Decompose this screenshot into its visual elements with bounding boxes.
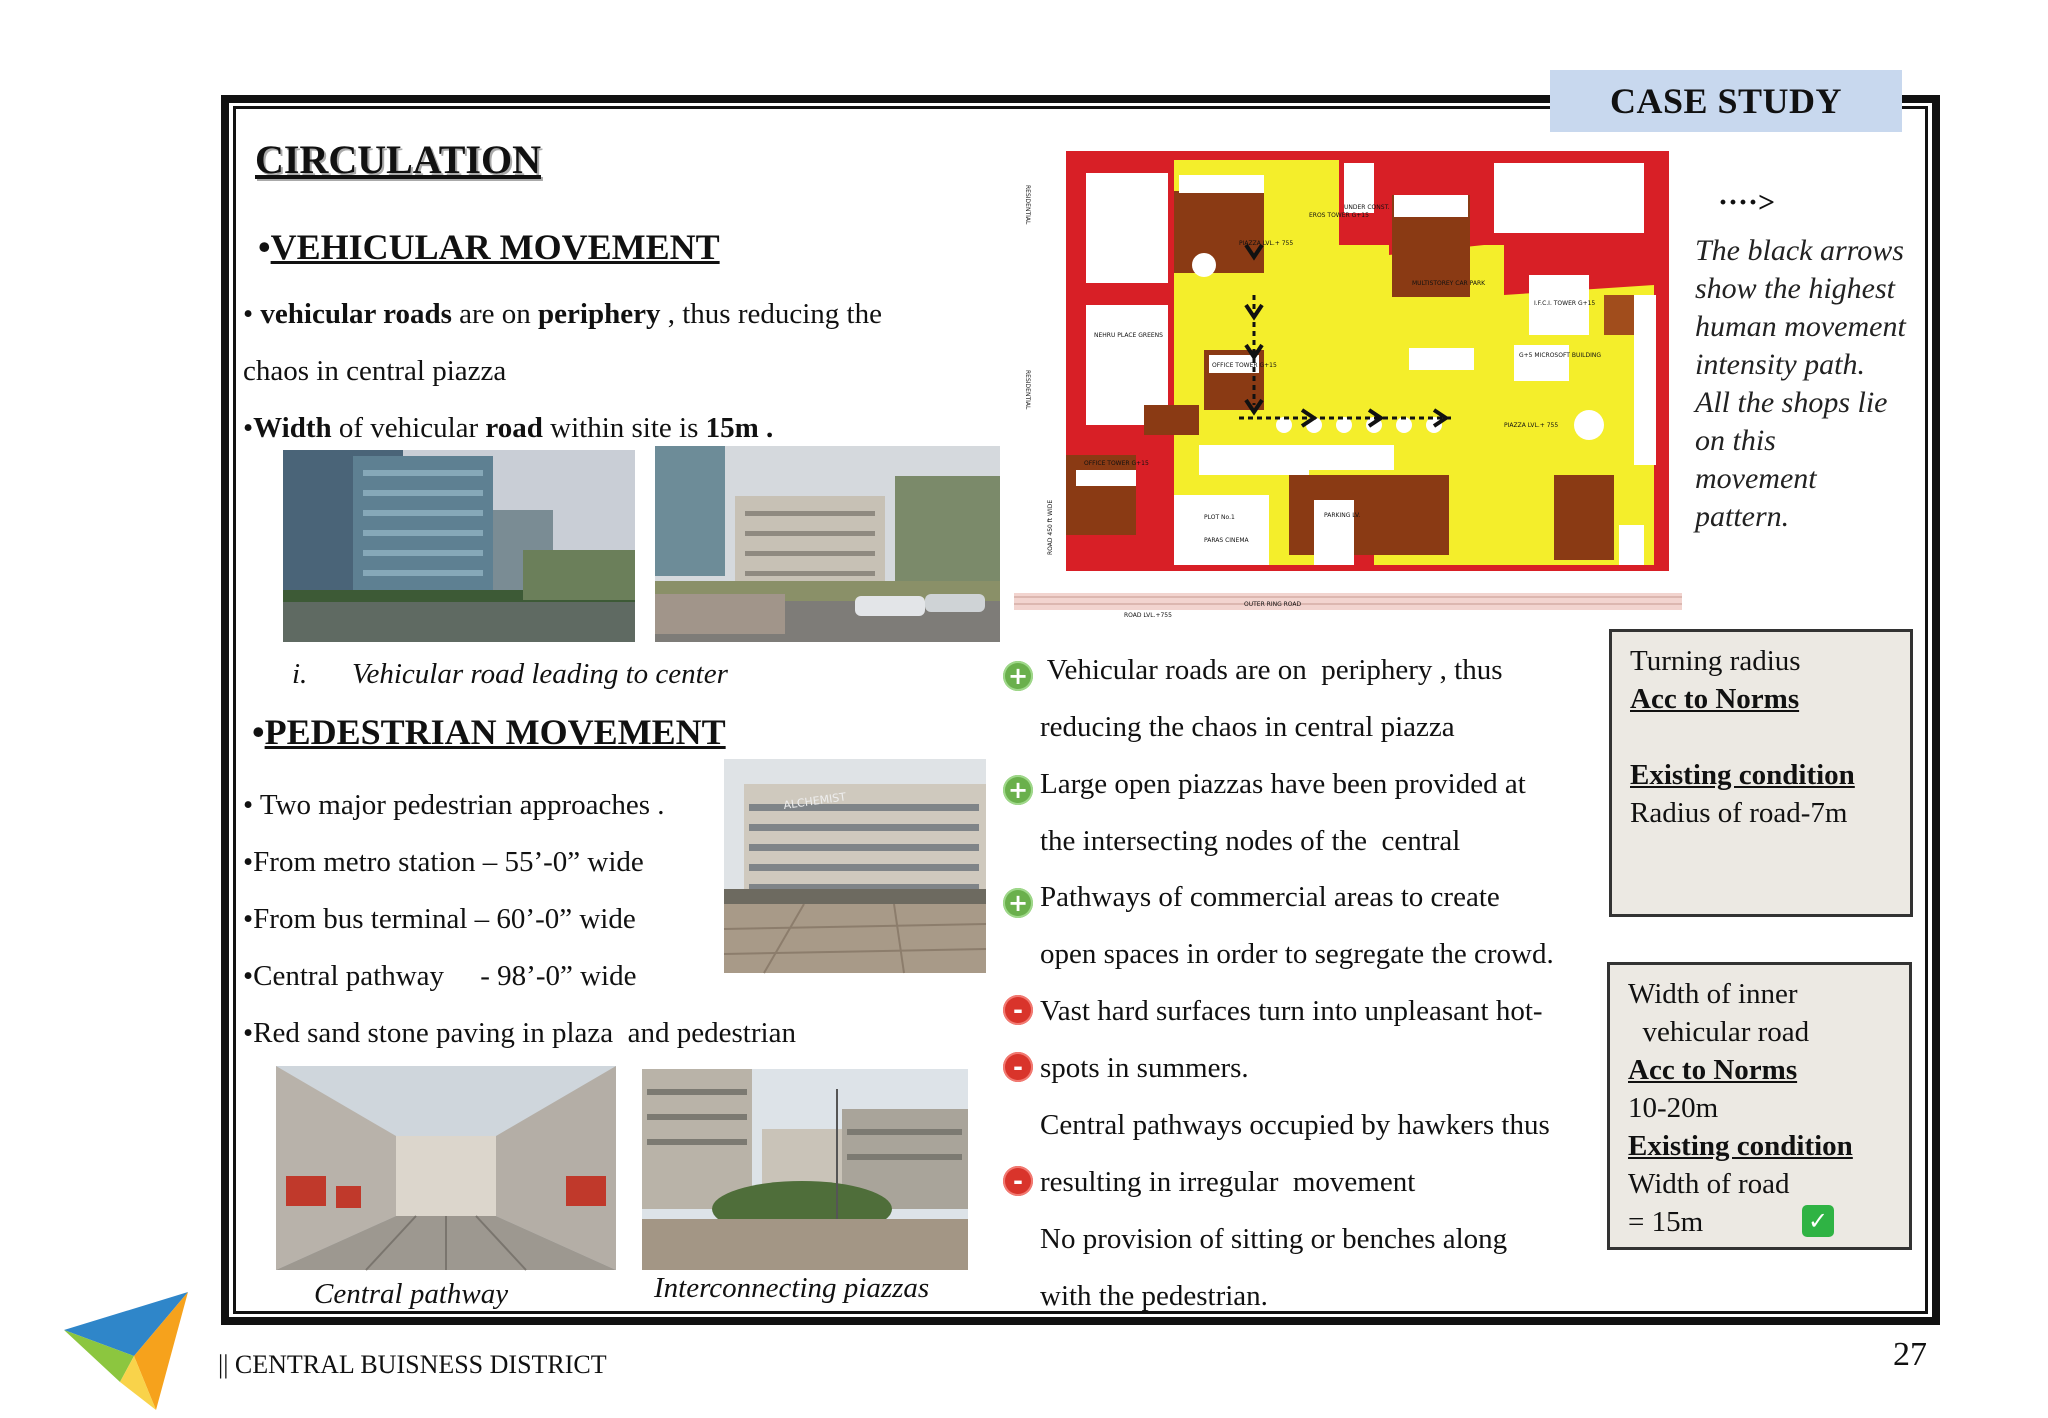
box1-existing-heading: Existing condition: [1630, 759, 1855, 791]
pedestrian-item-5: •Red sand stone paving in plaza and pedestrian: [243, 1017, 796, 1049]
point-2-line-1: Large open piazzas have been provided at: [1040, 768, 1526, 800]
pedestrian-item-1: • Two major pedestrian approaches .: [243, 789, 665, 821]
point-1-line-1: Vehicular roads are on periphery , thus: [1040, 654, 1503, 686]
photo-interconnecting-piazzas: [642, 1069, 968, 1270]
point-8-line-2: with the pedestrian.: [1040, 1280, 1268, 1312]
point-3-line-1: Pathways of commercial areas to create: [1040, 881, 1500, 913]
box2-norms-value: 10-20m: [1628, 1092, 1719, 1124]
point-5-line-1: spots in summers.: [1040, 1052, 1249, 1084]
legend-arrow: ····>: [1718, 186, 1776, 219]
label-outer-ring: OUTER RING ROAD: [1244, 601, 1302, 608]
pedestrian-heading: •PEDESTRIAN MOVEMENT: [252, 712, 726, 752]
photo-central-pathway: [276, 1066, 616, 1270]
photo-alchemist-plaza: [724, 759, 986, 973]
vehicular-text-1: • vehicular roads are on periphery , thus reducing the: [243, 298, 882, 330]
box2-norms-heading: Acc to Norms: [1628, 1054, 1798, 1086]
vehicular-text-3: •Width of vehicular road within site is 15m .: [243, 412, 774, 444]
plus-icon: +: [1003, 888, 1033, 918]
pedestrian-item-3: •From bus terminal – 60’-0” wide: [243, 903, 636, 935]
minus-icon: -: [1003, 1052, 1033, 1082]
road-width-box: [1607, 962, 1912, 1250]
page-title: CIRCULATION: [255, 137, 541, 182]
label-nehru-place: NEHRU PLACE GREENS: [1094, 332, 1163, 339]
logo: [60, 1282, 190, 1417]
label-office-tower: OFFICE TOWER G+15: [1212, 362, 1277, 369]
page-number: 27: [1893, 1336, 1927, 1373]
box2-existing-value: = 15m ✓: [1628, 1203, 1891, 1241]
point-4-line-1: Vast hard surfaces turn into unpleasant hot-: [1040, 995, 1543, 1027]
vehicular-caption: Vehicular road leading to center: [352, 658, 728, 690]
box1-existing-value: Radius of road-7m: [1630, 797, 1848, 829]
label-piazza-1: PIAZZA LVL.+ 755: [1239, 240, 1294, 247]
label-paras: PARAS CINEMA: [1204, 537, 1249, 544]
photo-vehicular-road-2: [655, 446, 1000, 642]
case-study-label: CASE STUDY: [1550, 70, 1902, 132]
vehicular-caption-number: i.: [292, 658, 308, 690]
minus-icon: -: [1003, 1166, 1033, 1196]
pedestrian-item-4: •Central pathway - 98’-0” wide: [243, 960, 637, 992]
point-1-line-2: reducing the chaos in central piazza: [1040, 711, 1455, 743]
vehicular-text-2: chaos in central piazza: [243, 355, 507, 387]
label-ifci: I.F.C.I. TOWER G+15: [1534, 300, 1596, 307]
box2-existing-label: Width of road: [1628, 1168, 1790, 1200]
box2-title-2: vehicular road: [1628, 1016, 1810, 1048]
box1-norms-heading: Acc to Norms: [1630, 683, 1800, 715]
alchemist-sign: ALCHEMIST: [782, 790, 847, 812]
label-office-tower-2: OFFICE TOWER G+15: [1084, 460, 1149, 467]
point-7-line-1: resulting in irregular movement: [1040, 1166, 1416, 1198]
plus-icon: +: [1003, 661, 1033, 691]
turning-radius-box: [1609, 629, 1913, 917]
label-road-wide: ROAD 450 ft WIDE: [1047, 499, 1054, 555]
footer-text: || CENTRAL BUISNESS DISTRICT: [218, 1350, 607, 1379]
pedestrian-item-2: •From metro station – 55’-0” wide: [243, 846, 644, 878]
label-road-lvl: ROAD LVL.+755: [1124, 612, 1172, 619]
label-parking: PARKING LV.: [1324, 512, 1361, 519]
label-microsoft: G+5 MICROSOFT BUILDING: [1519, 352, 1602, 359]
label-multistorey: MULTISTOREY CAR PARK: [1412, 280, 1486, 287]
label-plot: PLOT No.1: [1204, 514, 1235, 521]
point-8-line-1: No provision of sitting or benches along: [1040, 1223, 1508, 1255]
vehicular-heading: •VEHICULAR MOVEMENT: [258, 227, 720, 267]
box2-title-1: Width of inner: [1628, 978, 1798, 1010]
site-plan: [1014, 145, 1682, 619]
box1-title: Turning radius: [1630, 645, 1801, 677]
pathway-caption: Central pathway: [314, 1278, 509, 1310]
point-3-line-2: open spaces in order to segregate the crowd.: [1040, 938, 1554, 970]
plus-icon: +: [1003, 775, 1033, 805]
piazzas-caption: Interconnecting piazzas: [654, 1272, 930, 1304]
photo-vehicular-road-1: [283, 450, 635, 642]
legend-text: The black arrows show the highest human movement intensity path. All the shops lie on this movement pattern.: [1695, 234, 1906, 533]
check-icon: ✓: [1802, 1205, 1834, 1237]
label-eros-tower: EROS TOWER G+15: [1309, 212, 1369, 219]
point-2-line-2: the intersecting nodes of the central: [1040, 825, 1461, 857]
label-residential-top: RESIDENTIAL: [1024, 185, 1031, 225]
label-under-const: UNDER CONST.: [1344, 204, 1390, 211]
label-residential-mid: RESIDENTIAL: [1024, 370, 1031, 410]
minus-icon: -: [1003, 995, 1033, 1025]
point-6-line-1: Central pathways occupied by hawkers thus: [1040, 1109, 1550, 1141]
box2-existing-heading: Existing condition: [1628, 1130, 1853, 1162]
label-piazza-2: PIAZZA LVL.+ 755: [1504, 422, 1559, 429]
